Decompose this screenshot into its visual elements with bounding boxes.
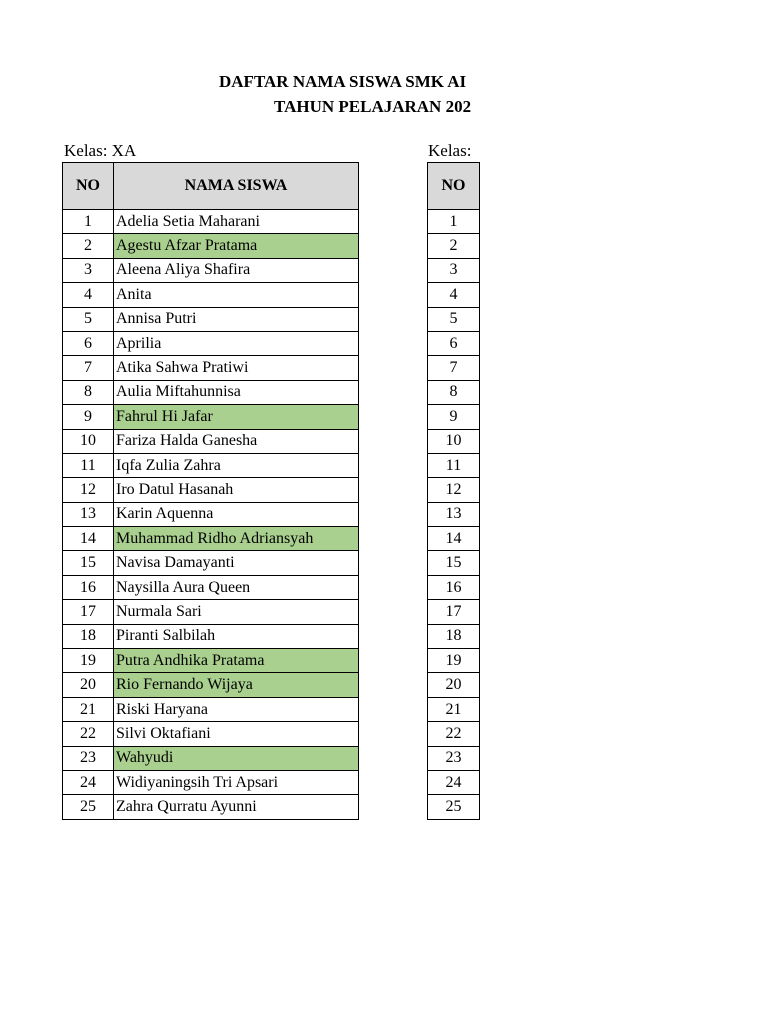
student-number-cell: 17 xyxy=(428,600,480,624)
student-number-cell: 8 xyxy=(428,380,480,404)
student-number-cell: 11 xyxy=(63,453,114,477)
student-name-cell: Atika Sahwa Pratiwi xyxy=(114,356,359,380)
student-number-cell: 3 xyxy=(63,258,114,282)
table-row xyxy=(428,697,480,721)
student-name-cell: Nurmala Sari xyxy=(114,600,359,624)
student-number-cell: 13 xyxy=(428,502,480,526)
table-row xyxy=(63,283,359,307)
student-number-cell: 21 xyxy=(428,697,480,721)
student-number-cell: 24 xyxy=(428,770,480,794)
student-number-cell: 1 xyxy=(428,210,480,234)
student-number-cell: 1 xyxy=(63,210,114,234)
student-number-cell: 10 xyxy=(428,429,480,453)
class-a-label: Kelas: XA xyxy=(64,141,137,160)
table-row xyxy=(63,502,359,526)
table-header-row xyxy=(428,163,480,210)
student-number-cell: 16 xyxy=(63,575,114,599)
student-number-cell: 15 xyxy=(63,551,114,575)
student-name-cell: Adelia Setia Maharani xyxy=(114,210,359,234)
table-row xyxy=(428,746,480,770)
column-header-name: NAMA SISWA xyxy=(114,163,359,210)
student-number-cell: 4 xyxy=(428,283,480,307)
student-number-cell: 23 xyxy=(63,746,114,770)
student-number-cell: 20 xyxy=(63,673,114,697)
student-number-cell: 24 xyxy=(63,770,114,794)
table-row xyxy=(428,283,480,307)
document-title: DAFTAR NAMA SISWA SMK AI xyxy=(219,72,467,91)
table-row xyxy=(428,356,480,380)
student-number-cell: 5 xyxy=(63,307,114,331)
student-number-cell: 19 xyxy=(63,649,114,673)
student-number-cell: 9 xyxy=(428,405,480,429)
student-number-cell: 19 xyxy=(428,649,480,673)
table-row xyxy=(428,405,480,429)
column-header-no: NO xyxy=(63,163,114,210)
student-name-cell: Fahrul Hi Jafar xyxy=(114,405,359,429)
student-name-cell: Annisa Putri xyxy=(114,307,359,331)
table-row xyxy=(63,258,359,282)
table-row xyxy=(63,600,359,624)
table-row xyxy=(63,331,359,355)
table-row xyxy=(63,405,359,429)
student-name-cell: Piranti Salbilah xyxy=(114,624,359,648)
student-number-cell: 12 xyxy=(428,478,480,502)
student-name-cell: Karin Aquenna xyxy=(114,502,359,526)
table-row xyxy=(63,453,359,477)
table-row xyxy=(63,649,359,673)
table-row xyxy=(428,649,480,673)
student-name-cell: Agestu Afzar Pratama xyxy=(114,234,359,258)
student-number-cell: 14 xyxy=(63,527,114,551)
table-row xyxy=(428,307,480,331)
table-row xyxy=(428,722,480,746)
table-row xyxy=(428,527,480,551)
table-row xyxy=(428,429,480,453)
table-row xyxy=(63,307,359,331)
student-number-cell: 7 xyxy=(428,356,480,380)
student-number-cell: 18 xyxy=(63,624,114,648)
student-number-cell: 8 xyxy=(63,380,114,404)
table-row xyxy=(428,331,480,355)
table-row xyxy=(63,673,359,697)
table-row xyxy=(63,429,359,453)
student-number-cell: 7 xyxy=(63,356,114,380)
academic-year-title: TAHUN PELAJARAN 202 xyxy=(274,97,472,116)
student-name-cell: Muhammad Ridho Adriansyah xyxy=(114,527,359,551)
student-number-cell: 2 xyxy=(428,234,480,258)
table-row xyxy=(63,210,359,234)
student-number-cell: 25 xyxy=(428,795,480,819)
class-b-student-table xyxy=(427,162,480,820)
table-row xyxy=(63,527,359,551)
student-number-cell: 18 xyxy=(428,624,480,648)
table-row xyxy=(428,234,480,258)
student-number-cell: 3 xyxy=(428,258,480,282)
student-number-cell: 23 xyxy=(428,746,480,770)
table-row xyxy=(428,795,480,819)
student-name-cell: Navisa Damayanti xyxy=(114,551,359,575)
table-row xyxy=(428,258,480,282)
student-name-cell: Rio Fernando Wijaya xyxy=(114,673,359,697)
student-number-cell: 25 xyxy=(63,795,114,819)
table-row xyxy=(428,770,480,794)
student-number-cell: 6 xyxy=(428,331,480,355)
table-row xyxy=(428,673,480,697)
table-row xyxy=(428,502,480,526)
student-number-cell: 12 xyxy=(63,478,114,502)
student-number-cell: 15 xyxy=(428,551,480,575)
student-number-cell: 10 xyxy=(63,429,114,453)
student-name-cell: Zahra Qurratu Ayunni xyxy=(114,795,359,819)
student-number-cell: 20 xyxy=(428,673,480,697)
table-row xyxy=(63,624,359,648)
student-name-cell: Wahyudi xyxy=(114,746,359,770)
student-number-cell: 22 xyxy=(428,722,480,746)
student-name-cell: Putra Andhika Pratama xyxy=(114,649,359,673)
table-row xyxy=(428,478,480,502)
table-row xyxy=(428,600,480,624)
student-number-cell: 14 xyxy=(428,527,480,551)
student-number-cell: 6 xyxy=(63,331,114,355)
student-number-cell: 21 xyxy=(63,697,114,721)
student-number-cell: 16 xyxy=(428,575,480,599)
student-number-cell: 22 xyxy=(63,722,114,746)
table-row xyxy=(63,770,359,794)
student-name-cell: Widiyaningsih Tri Apsari xyxy=(114,770,359,794)
table-row xyxy=(63,234,359,258)
student-name-cell: Iro Datul Hasanah xyxy=(114,478,359,502)
table-row xyxy=(63,575,359,599)
table-row xyxy=(63,356,359,380)
student-name-cell: Riski Haryana xyxy=(114,697,359,721)
table-row xyxy=(63,380,359,404)
student-number-cell: 4 xyxy=(63,283,114,307)
table-row xyxy=(63,697,359,721)
student-name-cell: Aleena Aliya Shafira xyxy=(114,258,359,282)
student-number-cell: 13 xyxy=(63,502,114,526)
student-name-cell: Naysilla Aura Queen xyxy=(114,575,359,599)
table-row xyxy=(63,551,359,575)
table-header-row xyxy=(63,163,359,210)
student-number-cell: 17 xyxy=(63,600,114,624)
table-row xyxy=(63,478,359,502)
table-row xyxy=(63,722,359,746)
student-name-cell: Aprilia xyxy=(114,331,359,355)
table-row xyxy=(63,795,359,819)
student-number-cell: 9 xyxy=(63,405,114,429)
table-row xyxy=(428,575,480,599)
student-number-cell: 11 xyxy=(428,453,480,477)
table-row xyxy=(428,551,480,575)
student-name-cell: Iqfa Zulia Zahra xyxy=(114,453,359,477)
student-name-cell: Fariza Halda Ganesha xyxy=(114,429,359,453)
table-row xyxy=(428,210,480,234)
table-row xyxy=(428,453,480,477)
student-name-cell: Anita xyxy=(114,283,359,307)
student-number-cell: 5 xyxy=(428,307,480,331)
table-row xyxy=(63,746,359,770)
table-row xyxy=(428,624,480,648)
student-name-cell: Silvi Oktafiani xyxy=(114,722,359,746)
column-header-no: NO xyxy=(428,163,480,210)
student-number-cell: 2 xyxy=(63,234,114,258)
table-row xyxy=(428,380,480,404)
class-b-label: Kelas: xyxy=(428,141,472,160)
class-a-student-table xyxy=(62,162,359,820)
student-name-cell: Aulia Miftahunnisa xyxy=(114,380,359,404)
